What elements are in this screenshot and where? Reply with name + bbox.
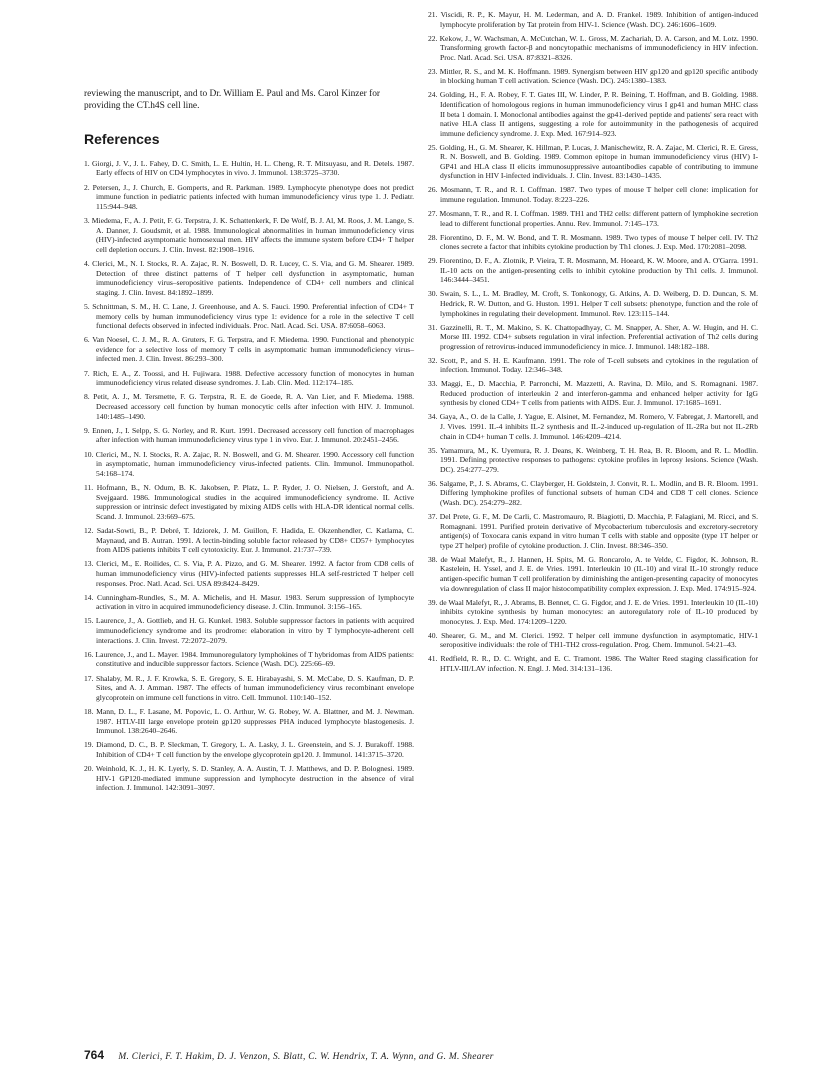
reference-item: 8. Petit, A. J., M. Tersmette, F. G. Terpstra, R. E. de Goede, R. A. Van Lier, and F. Miedema. 1988. Decreased accessory cell function by human monocytic cells after infection with HIV. J. Immunol. 140:1485–1490. [84,392,414,421]
reference-item: 27. Mosmann, T. R., and R. I. Coffman. 1989. TH1 and TH2 cells: different pattern of lymphokine secretion lead to different functional properties. Annu. Rev. Immunol. 7:145–173. [428,209,758,228]
reference-item: 21. Viscidi, R. P., K. Mayur, H. M. Lederman, and A. D. Frankel. 1989. Inhibition of antigen-induced lymphocyte proliferation by Tat protein from HIV-1. Science (Wash. DC). 246:1606–1609. [428,10,758,29]
references-heading: References [84,130,160,147]
left-column [84,88,414,798]
reference-item: 25. Golding, H., G. M. Shearer, K. Hillman, P. Lucas, J. Manischewitz, R. A. Zajac, M. Clerici, R. E. Gress, R. N. Boswell, and B. Golding. 1989. Common epitope in human immunodeficiency virus (HIV) I-GP41 and HLA class II elicits immunosuppressive autoantibodies capable of contributing to immune dysfunction in HIV I-infected individuals. J. Clin. Invest. 83:1430–1435. [428,142,758,181]
reference-item: 38. de Waal Malefyt, R., J. Hannen, H. Spits, M. G. Roncarolo, A. te Velde, C. Figdor, K. Johnson, R. Kastelein, H. Yssel, and J. E. de Vries. 1991. Interleukin 10 (IL-10) and viral IL-10 strongly reduce antigen-specific human T cell proliferation by diminishing the antigen-presenting capacity of monocytes via downregulation of class II major histocompatibility complex expression. J. Exp. Med. 174:915–924. [428,554,758,593]
reference-item: 17. Shalaby, M. R., J. F. Krowka, S. E. Gregory, S. E. Hirabayashi, S. M. McCabe, D. S. Kaufman, D. P. Sites, and A. J. Amman. 1987. The effects of human immunodeficiency virus recombinant envelope glycoprotein on immune cell functions in vitro. Cell. Immunol. 110:140–152. [84,673,414,702]
reference-item: 41. Redfield, R. R., D. C. Wright, and E. C. Tramont. 1986. The Walter Reed staging classification for HTLV-III/LAV infection. N. Engl. J. Med. 314:131–136. [428,654,758,673]
reference-item: 29. Fiorentino, D. F., A. Zlotnik, P. Vieira, T. R. Mosmann, M. Hoeard, K. W. Moore, and A. O'Garra. 1991. IL-10 acts on the antigen-presenting cells to inhibit cytokine production by Th1 cells. J. Immunol. 146:3444–3451. [428,256,758,285]
reference-item: 14. Cunningham-Rundles, S., M. A. Michelis, and H. Masur. 1983. Serum suppression of lymphocyte activation in vitro in acquired immunodeficiency disease. J. Clin. Immunol. 3:156–165. [84,592,414,612]
reference-item: 26. Mosmann, T. R., and R. I. Coffman. 1987. Two types of mouse T helper cell clone: implication for immune regulation. Immunol. Today. 8:223–226. [428,185,758,205]
reference-item: 37. Del Prete, G. F., M. De Carli, C. Mastromauro, R. Biagiotti, D. Macchia, P. Falagiani, M. Ricci, and S. Romagnani. 1991. Purified protein derivative of Mycobacterium tuberculosis and excretory-secretory antigen(s) of Toxocara canis expand in vitro human T cells with stable and opposite (type 1T helper or type 2T helper) profile of cytokine production. J. Clin. Invest. 88:346–350. [428,511,758,550]
reference-item: 9. Ennen, J., I. Selpp, S. G. Norley, and R. Kurt. 1991. Decreased accessory cell function of macrophages after infection with human immunodeficiency virus type 1 in vivo. Eur. J. Immunol. 20:2451–2456. [84,425,414,445]
reference-item: 11. Hofmann, B., N. Odum, B. K. Jakobsen, P. Platz, L. P. Ryder, J. O. Nielsen, J. Gerstoft, and A. Svejgaard. 1986. Immunological studies in the acquired immunodeficiency syndrome. II. Active suppression or intrinsic defect investigated by mixing AIDS cells with HLA-DR identical normal cells. Scand. J. Immunol. 23:669–675. [84,482,414,521]
reference-item: 31. Gazzinelli, R. T., M. Makino, S. K. Chattopadhyay, C. M. Snapper, A. Sher, A. W. Hugin, and H. C. Morse III. 1992. CD4+ subsets regulation in viral infection. Preferential activation of Th2 cells during progression of retrovirus-induced immunodeficiency in mice. J. Immunol. 148:182–188. [428,322,758,351]
page-footer [84,1048,494,1062]
reference-item: 4. Clerici, M., N. I. Stocks, R. A. Zajac, R. N. Boswell, D. R. Lucey, C. S. Via, and G. M. Shearer. 1989. Detection of three distinct patterns of T helper cell dysfunction in asymptomatic, human immunodeficiency virus–seropositive patients. Independence of CD4+ cell numbers and clinical staging. J. Clin. Invest. 84:1892–1899. [84,258,414,297]
reference-item: 36. Salgame, P., J. S. Abrams, C. Clayberger, H. Goldstein, J. Convit, R. L. Modlin, and B. R. Bloom. 1991. Differing lymphokine profiles of functional subsets of human CD4 and CD8 T cell clones. Science (Wash. DC). 254:279–282. [428,478,758,507]
reference-item: 12. Sadat-Sowti, B., P. Debré, T. Idziorek, J. M. Guillon, F. Hadida, E. Okzenhendler, C. Katlama, C. Maynaud, and B. Autran. 1991. A lectin-binding soluble factor released by CD8+ CD57+ lymphocytes from AIDS patients inhibits T cell cytotoxicity. Eur. J. Immunol. 21:737–739. [84,525,414,555]
reference-item: 19. Diamond, D. C., B. P. Sleckman, T. Gregory, L. A. Lasky, J. L. Greenstein, and S. J. Burakoff. 1988. Inhibition of CD4+ T cell function by the envelope glycoprotein gp120. J. Immunol. 141:3715–3720. [84,740,414,759]
reference-item: 23. Mittler, R. S., and M. K. Hoffmann. 1989. Synergism between HIV gp120 and gp120 specific antibody in blocking human T cell activation. Science (Wash. DC). 245:1380–1383. [428,66,758,86]
reference-item: 20. Weinhold, K. J., H. K. Lyerly, S. D. Stanley, A. A. Austin, T. J. Matthews, and D. P. Bolognesi. 1989. HIV-1 GP120-mediated immune suppression and lymphocyte destruction in the absence of viral infection. J. Immunol. 142:3091–3097. [84,764,414,793]
acknowledgment-text: reviewing the manuscript, and to Dr. William E. Paul and Ms. Carol Kinzer for providing the CT.h4S cell line. [84,89,380,112]
reference-item: 30. Swain, S. L., L. M. Bradley, M. Croft, S. Tonkonogy, G. Atkins, A. D. Weiberg, D. D. Duncan, S. M. Hedrick, R. W. Dutton, and G. Huston. 1991. Helper T cell subsets: phenotype, function and the role of lymphokines in regulating their development. Immunol. Rev. 123:115–144. [428,289,758,318]
reference-item: 13. Clerici, M., E. Roilides, C. S. Via, P. A. Pizzo, and G. M. Shearer. 1992. A factor from CD8 cells of human immunodeficiency virus (HIV)-infected patients suppresses HLA self-restricted T helper cell responses. Proc. Natl. Acad. Sci. USA 89:8424–8429. [84,559,414,588]
reference-item: 33. Maggi, E., D. Macchia, P. Parronchi, M. Mazzetti, A. Ravina, D. Milo, and S. Romagnani. 1987. Reduced production of interleukin 2 and interferon-gamma and enhanced helper activity for IgG synthesis by cloned CD4+ T cells from patients with AIDS. Eur. J. Immunol. 17:1685–1691. [428,379,758,408]
reference-item: 16. Laurence, J., and L. Mayer. 1984. Immunoregulatory lymphokines of T hybridomas from AIDS patients: constitutive and inducible suppressor factors. Science (Wash. DC). 225:66–69. [84,649,414,669]
reference-item: 15. Laurence, J., A. Gottlieb, and H. G. Kunkel. 1983. Soluble suppressor factors in patients with acquired immunodeficiency syndrome and its prodrome: elaboration in vitro by T lymphocyte-adherent cell interactions. J. Clin. Invest. 72:2072–2079. [84,616,414,645]
reference-item: 32. Scott, P., and S. H. E. Kaufmann. 1991. The role of T-cell subsets and cytokines in the regulation of infection. Immunol. Today. 12:346–348. [428,355,758,375]
right-column [428,10,758,678]
reference-item: 35. Yamamura, M., K. Uyemura, R. J. Deans, K. Weinberg, T. H. Rea, B. R. Bloom, and R. L. Modlin. 1991. Defining protective responses to pathogens: cytokine profiles in leprosy lesions. Science (Wash. DC). 254:277–279. [428,445,758,474]
reference-item: 5. Schnittman, S. M., H. C. Lane, J. Greenhouse, and A. S. Fauci. 1990. Preferential infection of CD4+ T memory cells by human immunodeficiency virus type 1: evidence for a role in the selective T cell functional defects observed in infected individuals. Proc. Natl. Acad. Sci. USA. 87:6058–6063. [84,301,414,331]
reference-item: 1. Giorgi, J. V., J. L. Fahey, D. C. Smith, L. E. Hultin, H. L. Cheng, R. T. Mitsuyasu, and R. Detels. 1987. Early effects of HIV on CD4 lymphocytes in vivo. J. Immunol. 138:3725–3730. [84,158,414,178]
reference-item: 7. Rich, E. A., Z. Toossi, and H. Fujiwara. 1988. Defective accessory function of monocytes in human immunodeficiency virus related disease syndromes. J. Lab. Clin. Med. 112:174–185. [84,368,414,388]
running-authors: M. Clerici, F. T. Hakim, D. J. Venzon, S. Blatt, C. W. Hendrix, T. A. Wynn, and G. M. Shearer [118,1052,494,1062]
reference-item: 39. de Waal Malefyt, R., J. Abrams, B. Bennet, C. G. Figdor, and J. E. de Vries. 1991. Interleukin 10 (IL-10) inhibits cytokine synthesis by human monocytes: an autoregulatory role of IL-10 produced by monocytes. J. Exp. Med. 174:1209–1220. [428,597,758,626]
reference-item: 6. Van Noesel, C. J. M., R. A. Gruters, F. G. Terpstra, and F. Miedema. 1990. Functional and phenotypic evidence for a selective loss of memory T cells in asymptomatic human immunodeficiency virus–infected men. J. Clin. Invest. 86:293–300. [84,335,414,364]
reference-item: 10. Clerici, M., N. I. Stocks, R. A. Zajac, R. N. Boswell, and G. M. Shearer. 1990. Accessory cell function in asymptomatic, human immunodeficiency virus-infected patients. Clin. Immunol. Immunopathol. 54:168–174. [84,449,414,478]
reference-item: 24. Golding, H., F. A. Robey, F. T. Gates III, W. Linder, P. R. Beining, T. Hoffman, and B. Golding. 1988. Identification of homologous regions in human immunodeficiency virus I gp41 and human MHC class II beta 1 domain. I. Monoclonal antibodies against the gp41-derived peptide and patients' sera react with native HLA class II antigens, suggesting a role for autoimmunity in the pathogenesis of acquired immune deficiency syndrome. J. Exp. Med. 167:914–923. [428,90,758,138]
reference-item: 2. Petersen, J., J. Church, E. Gomperts, and R. Parkman. 1989. Lymphocyte phenotype does not predict immune function in pediatric patients infected with human immunodeficiency virus type 1. J. Pediatr. 115:944–948. [84,182,414,211]
reference-list-left [84,159,414,793]
reference-item: 3. Miedema, F., A. J. Petit, F. G. Terpstra, J. K. Schattenkerk, F. De Wolf, B. J. Al, M. Roos, J. M. Lange, S. A. Danner, J. Goudsmit, et al. 1988. Immunological abnormalities in human immunodeficiency virus (HIV)-infected asymptomatic homosexual men. HIV affects the immune system before CD4+ T helper cell depletion occurs. J. Clin. Invest. 82:1908–1916. [84,215,414,254]
reference-item: 34. Gaya, A., O. de la Calle, J. Yague, E. Alsinet, M. Fernandez, M. Romero, V. Fabregat, J. Martorell, and J. Vives. 1991. IL-4 inhibits IL-2 synthesis and IL-2-induced up-regulation of IL-2Ra but not IL-2Rb chain in CD4+ human T cells. J. Immunol. 146:4209–4214. [428,412,758,441]
reference-item: 28. Fiorentino, D. F., M. W. Bond, and T. R. Mosmann. 1989. Two types of mouse T helper cell. IV. Th2 clones secrete a factor that inhibits cytokine production by Th1 clones. J. Exp. Med. 170:2081–2098. [428,232,758,252]
reference-item: 22. Kekow, J., W. Wachsman, A. McCutchan, W. L. Gross, M. Zachariah, D. A. Carson, and M. Lotz. 1990. Transforming growth factor-β and noncytopathic mechanisms of immunodeficiency in HIV infection. Proc. Natl. Acad. Sci. USA. 87:8321–8326. [428,33,758,62]
reference-list-right [428,10,758,673]
reference-item: 40. Shearer, G. M., and M. Clerici. 1992. T helper cell immune dysfunction in asymptomatic, HIV-1 seropositive individuals: the role of TH1-TH2 cross-regulation. Prog. Chem. Immunol. 54:21–43. [428,630,758,650]
page-number: 764 [84,1048,105,1062]
reference-item: 18. Mann, D. L., F. Lasane, M. Popovic, L. O. Arthur, W. G. Robey, W. A. Blattner, and M. J. Newman. 1987. HTLV-III large envelope protein gp120 suppresses PHA induced lymphocyte blastogenesis. J. Immunol. 138:2640–2646. [84,707,414,736]
